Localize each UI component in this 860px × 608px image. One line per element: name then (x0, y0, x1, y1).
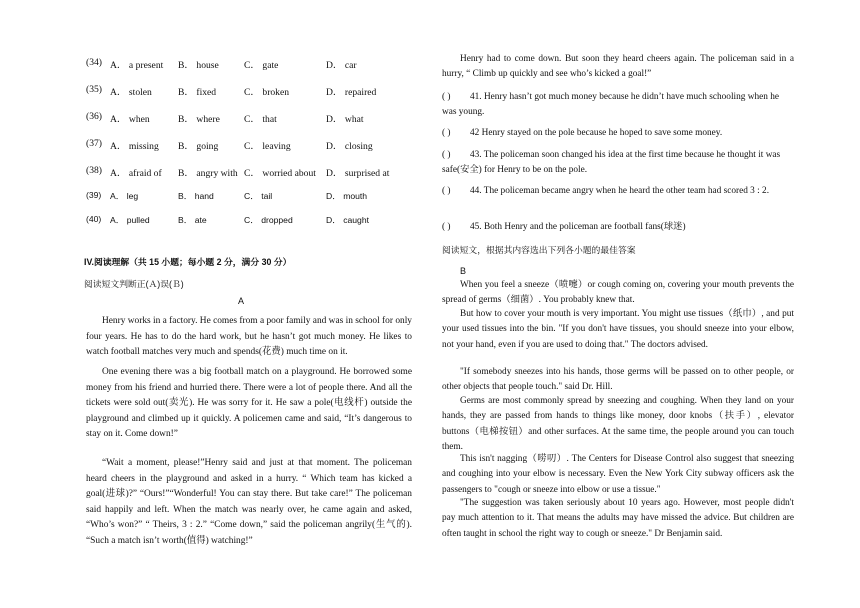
passage-a-continuation: Henry had to come down. But soon they heard cheers again. The policeman said in a hurry, “ Climb up quickly and see who’s kicked a goal!” (442, 54, 794, 80)
option-d: D． repaired (326, 87, 377, 98)
question-number: (37) (86, 138, 102, 149)
answer-blank[interactable]: ( ) (442, 92, 451, 102)
option-b: B． going (178, 141, 219, 152)
passage-b-paragraph: But how to cover your mouth is very important. You might use tissues（纸巾）, and put your used tissues into the bin. "If you don't have tissues, you should sneeze into your elbow, not your hand, even if you are used to doing that." The doctors advised. (442, 309, 794, 350)
question-37-options (86, 138, 392, 152)
question-36-options (86, 111, 392, 125)
passage-a-paragraph: “Wait a moment, please!”Henry said and just at that moment. The policeman heard cheers in the playground and asked in a hurry. “ Which team has kicked a goal(进球)?” “Ours!”“Wonderful! You can stay there. But take care!” The policeman said happily and left. When the match was nearly over, he came again and asked, “Who’s won?” “ Theirs, 3 : 2.” “Come down,” said the policeman angrily(生气的). “Such a match isn’t worth(值得) watching!” (86, 458, 412, 546)
tf-item-41 (442, 90, 794, 121)
option-d: D． caught (326, 215, 369, 225)
option-b: B． angry with (178, 168, 238, 179)
option-c: C． worried about (244, 168, 316, 179)
question-number: (34) (86, 57, 102, 68)
section-title: IV.阅读理解（共 15 小题；每小题 2 分，满分 30 分） (84, 257, 292, 267)
option-c: C． that (244, 114, 277, 125)
tf-item-43 (442, 148, 794, 179)
passage-a-paragraph: One evening there was a big football match on a playground. He borrowed some money from his friend and hurried there. There were a lot of people there. And all the tickets were sold out(卖光). He was sorry for it. He saw a pole(电线杆) outside the playground and climbed up it quickly. A policemen came and said, “It’s dangerous to stay on it. Come down!” (86, 367, 412, 440)
passage-a-label: A (238, 296, 245, 306)
passage-b-paragraph: This isn't nagging（唠叨）. The Centers for Disease Control also suggest that sneezing and coughing into your elbow is necessary. Even the New York City subway officers ask the passengers to "cough or sneeze into elbow or use a tissue." (442, 454, 794, 495)
option-c: C． dropped (244, 215, 293, 225)
option-a: A． missing (110, 141, 159, 152)
question-38-options (86, 165, 392, 179)
option-a: A． pulled (110, 215, 150, 225)
multiple-choice-instruction: 阅读短文，根据其内容选出下列各小题的最佳答案 (442, 245, 636, 255)
option-b: B． where (178, 114, 220, 125)
option-b: B． fixed (178, 87, 217, 98)
tf-item-text: 43. The policeman soon changed his idea at the first time because he thought it was safe(安全) for Henry to be on the pole. (442, 150, 781, 176)
option-d: D． what (326, 114, 364, 125)
option-a: A． when (110, 114, 150, 125)
tf-item-text: 42 Henry stayed on the pole because he hoped to save some money. (470, 128, 723, 138)
question-number: (39) (86, 190, 102, 200)
passage-b-paragraph: "The suggestion was taken seriously about 10 years ago. However, most people didn't pay much attention to it. That means the adults may have missed the advice. But children are often taught in school the right way to cough or sneeze." Dr Benjamin said. (442, 498, 794, 539)
answer-blank[interactable]: ( ) (442, 150, 451, 160)
question-number: (35) (86, 84, 102, 95)
option-a: A． leg (110, 191, 139, 201)
tf-item-text: 41. Henry hasn’t got much money because he didn’t have much schooling when he was young. (442, 92, 779, 118)
true-false-instruction: 阅读短文判断正(Ａ)误(Ｂ) (84, 279, 184, 289)
tf-item-44 (442, 184, 794, 199)
question-40-options (86, 214, 392, 226)
question-39-options (86, 190, 392, 202)
tf-item-42 (442, 126, 794, 141)
option-c: C． leaving (244, 141, 291, 152)
option-c: C． tail (244, 191, 273, 201)
answer-blank[interactable]: ( ) (442, 186, 451, 196)
option-d: D． car (326, 60, 357, 71)
tf-item-45 (442, 220, 794, 235)
option-b: B． hand (178, 191, 214, 201)
option-d: D． surprised at (326, 168, 390, 179)
option-c: C． broken (244, 87, 290, 98)
option-a: A． afraid of (110, 168, 162, 179)
option-c: C． gate (244, 60, 279, 71)
option-a: A． stolen (110, 87, 152, 98)
question-35-options (86, 84, 392, 98)
question-number: (40) (86, 214, 102, 224)
option-a: A． a present (110, 60, 164, 71)
passage-b-label: B (460, 266, 467, 276)
tf-item-text: 45. Both Henry and the policeman are football fans(球迷) (470, 222, 686, 232)
question-34-options (86, 57, 392, 71)
option-d: D． mouth (326, 191, 368, 201)
question-number: (36) (86, 111, 102, 122)
question-number: (38) (86, 165, 102, 176)
passage-b-paragraph: "If somebody sneezes into his hands, those germs will be passed on to other people, or other objects that people touch." said Dr. Hill. (442, 367, 794, 393)
option-b: B． ate (178, 215, 207, 225)
passage-b-paragraph: When you feel a sneeze（喷嚏）or cough coming on, covering your mouth prevents the spread of germs（细菌）. You probably knew that. (442, 280, 794, 306)
passage-b-paragraph: Germs are most commonly spread by sneezing and coughing. When they land on your hands, they are passed from hands to things like money, door knobs（扶手）, elevator buttons（电梯按钮）and other surfaces. At the same time, the people around you can touch them. (442, 396, 794, 453)
passage-a-paragraph: Henry works in a factory. He comes from a poor family and was in school for only four years. He has to do the hard work, but he hasn’t got much money. He likes to watch football matches very much and spends(花费) much time on it. (86, 316, 412, 358)
answer-blank[interactable]: ( ) (442, 222, 451, 232)
option-d: D． closing (326, 141, 373, 152)
answer-blank[interactable]: ( ) (442, 128, 451, 138)
tf-item-text: 44. The policeman became angry when he heard the other team had scored 3 : 2. (470, 186, 770, 196)
option-b: B． house (178, 60, 219, 71)
